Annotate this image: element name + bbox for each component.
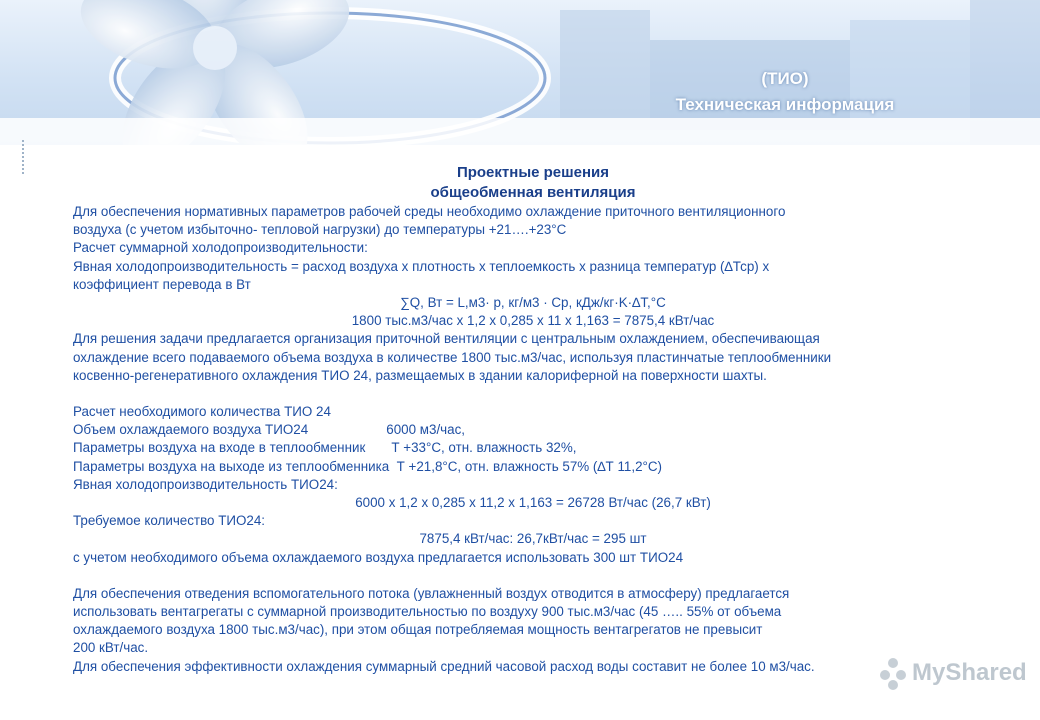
water-line: Для обеспечения эффективности охлаждения суммарный средний часовой расход воды составит не более 10 м3/час. — [73, 658, 815, 674]
vent-line-2: использовать вентагрегаты с суммарной производительностью по воздуху 900 тыс.м3/час (45 ….. 55% от объема — [73, 604, 782, 620]
spacer — [73, 567, 993, 585]
tio-calc-title: Расчет необходимого количества ТИО 24 — [73, 404, 331, 420]
formula-text-1: Явная холодопроизводительность = расход воздуха х плотность х теплоемкость х разница температур (∆Тср) х — [73, 258, 770, 274]
watermark — [878, 655, 1027, 695]
header-line-2: Техническая информация — [675, 95, 895, 114]
header-title — [600, 66, 970, 118]
inlet-params: Параметры воздуха на входе в теплообменник Т +33°С, отн. влажность 32%, — [73, 440, 577, 456]
calc-title: Расчет суммарной холодопроизводительности: — [73, 240, 368, 256]
document-body — [73, 163, 993, 676]
cooling-title: Явная холодопроизводительность ТИО24: — [73, 476, 338, 492]
dotted-divider — [22, 140, 24, 174]
formula: ∑Q, Вт = L,м3· p, кг/м3 · Ср, кДж/кг·K·∆T,°C — [400, 295, 666, 311]
watermark-logo-icon — [878, 655, 908, 691]
formula-values: 1800 тыс.м3/час х 1,2 х 0,285 х 11 х 1,163 = 7875,4 кВт/час — [351, 313, 715, 329]
watermark-text: MyShared — [912, 659, 1027, 686]
required-value: 7875,4 кВт/час: 26,7кВт/час = 295 шт — [419, 531, 647, 547]
header-banner — [0, 0, 1040, 145]
vent-line-1: Для обеспечения отведения вспомогательного потока (увлажненный воздух отводится в атмосферу) предлагается — [73, 585, 790, 601]
spacer — [73, 385, 993, 403]
solution-line-1: Для решения задачи предлагается организация приточной вентиляции с центральным охлаждением, обеспечивающая — [73, 331, 820, 347]
page-title — [73, 163, 993, 203]
intro-line-1: Для обеспечения нормативных параметров рабочей среды необходимо охлаждение приточного вентиляционного — [73, 204, 786, 219]
title-line-2: общеобменная вентиляция — [430, 184, 636, 201]
title-line-1: Проектные решения — [456, 164, 610, 181]
intro-line-2: воздуха (с учетом избыточно- тепловой нагрузки) до температуры +21….+23°С — [73, 222, 567, 238]
solution-line-3: косвенно-регенеративного охлаждения ТИО 24, размещаемых в здании калориферной на поверхности шахты. — [73, 367, 767, 383]
outlet-params: Параметры воздуха на выходе из теплообменника Т +21,8°С, отн. влажность 57% (∆Т 11,2°С) — [73, 458, 663, 474]
vent-line-4: 200 кВт/час. — [73, 640, 149, 656]
air-volume: Объем охлаждаемого воздуха ТИО24 6000 м3/час, — [73, 422, 466, 438]
vent-line-3: охлаждаемого воздуха 1800 тыс.м3/час), при этом общая потребляемая мощность вентагрегатов не превысит — [73, 622, 763, 638]
header-line-1: (ТИО) — [761, 69, 809, 88]
cooling-value: 6000 х 1,2 х 0,285 х 11,2 х 1,163 = 26728 Вт/час (26,7 кВт) — [355, 495, 711, 511]
required-note: с учетом необходимого объема охлаждаемого воздуха предлагается использовать 300 шт ТИО24 — [73, 549, 684, 565]
formula-text-2: коэффициент перевода в Вт — [73, 276, 251, 292]
required-title: Требуемое количество ТИО24: — [73, 513, 266, 529]
solution-line-2: охлаждение всего подаваемого объема воздуха в количестве 1800 тыс.м3/час, используя пластинчатые теплообменники — [73, 349, 832, 365]
